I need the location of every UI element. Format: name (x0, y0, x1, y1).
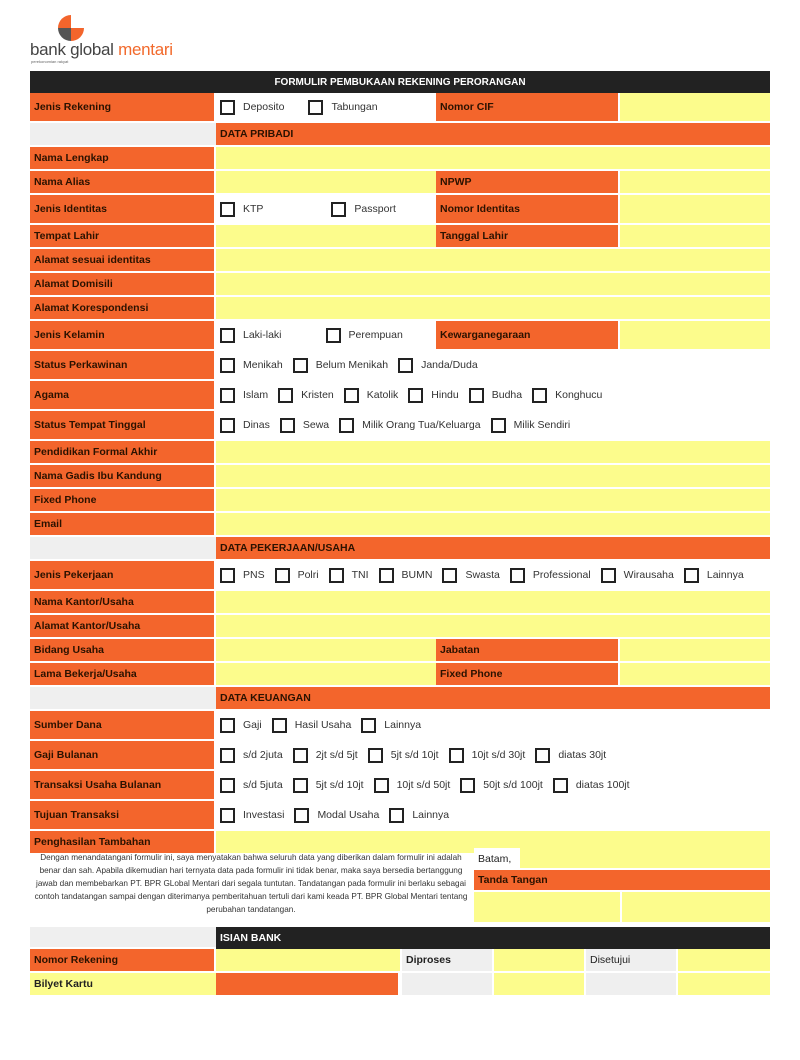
field-pendidikan[interactable] (216, 441, 770, 465)
checkbox-katolik[interactable] (344, 388, 359, 403)
label-tanggal-lahir: Tanggal Lahir (436, 225, 620, 249)
field-ibu-kandung[interactable] (216, 465, 770, 489)
option-gaji-3[interactable]: 5jt s/d 10jt (368, 748, 439, 763)
signature-block (474, 848, 770, 924)
field-signature-place[interactable] (520, 848, 770, 870)
label-alamat-domisili: Alamat Domisili (30, 273, 216, 297)
checkbox-hindu[interactable] (408, 388, 423, 403)
field-alamat-korespondensi[interactable] (216, 297, 770, 321)
option-budha[interactable]: Budha (469, 388, 522, 403)
checkbox-transaksi-2[interactable] (293, 778, 308, 793)
checkbox-transaksi-3[interactable] (374, 778, 389, 793)
label-nama-kantor: Nama Kantor/Usaha (30, 591, 216, 615)
jenis-pekerjaan-options (216, 561, 770, 591)
option-kristen[interactable]: Kristen (278, 388, 334, 403)
option-transaksi-5[interactable]: diatas 100jt (553, 778, 630, 793)
checkbox-tni[interactable] (329, 568, 344, 583)
checkbox-transaksi-5[interactable] (553, 778, 568, 793)
label-nomor-cif: Nomor CIF (436, 93, 620, 123)
label-status-perkawinan: Status Perkawinan (30, 351, 216, 381)
transaksi-bulanan-options (216, 771, 770, 801)
label-jenis-rekening: Jenis Rekening (30, 93, 216, 123)
label-gaji-bulanan: Gaji Bulanan (30, 741, 216, 771)
option-katolik[interactable]: Katolik (344, 388, 399, 403)
checkbox-gaji-2[interactable] (293, 748, 308, 763)
label-fixed-phone: Fixed Phone (30, 489, 216, 513)
option-gaji-4[interactable]: 10jt s/d 30jt (449, 748, 526, 763)
checkbox-kristen[interactable] (278, 388, 293, 403)
option-janda-duda[interactable]: Janda/Duda (398, 358, 478, 373)
checkbox-islam[interactable] (220, 388, 235, 403)
section-data-pribadi: DATA PRIBADI (216, 123, 770, 147)
checkbox-ktp[interactable] (220, 202, 235, 217)
checkbox-transaksi-4[interactable] (460, 778, 475, 793)
field-bilyet-kartu[interactable] (216, 973, 400, 997)
option-passport[interactable]: Passport (331, 202, 395, 217)
section-spacer (30, 537, 216, 561)
option-perempuan[interactable]: Perempuan (326, 328, 403, 343)
field-kewarganegaraan[interactable] (620, 321, 770, 351)
option-modal-usaha[interactable]: Modal Usaha (294, 808, 379, 823)
option-investasi[interactable]: Investasi (220, 808, 284, 823)
tujuan-transaksi-options (216, 801, 770, 831)
option-gaji-1[interactable]: s/d 2juta (220, 748, 283, 763)
label-nomor-identitas: Nomor Identitas (436, 195, 620, 225)
checkbox-dinas[interactable] (220, 418, 235, 433)
field-disetujui-extra[interactable] (676, 973, 770, 997)
sumber-dana-options (216, 711, 770, 741)
label-alamat-identitas: Alamat sesuai identitas (30, 249, 216, 273)
label-jabatan: Jabatan (436, 639, 620, 663)
field-diproses-extra[interactable] (492, 973, 584, 997)
bank-logo (30, 14, 230, 64)
label-email: Email (30, 513, 216, 537)
option-hindu[interactable]: Hindu (408, 388, 458, 403)
checkbox-konghucu[interactable] (532, 388, 547, 403)
field-disetujui-sign[interactable] (584, 973, 676, 997)
field-nomor-cif[interactable] (620, 93, 770, 123)
form-title: FORMULIR PEMBUKAAN REKENING PERORANGAN (30, 71, 770, 93)
option-hasil-usaha[interactable]: Hasil Usaha (272, 718, 352, 733)
label-bilyet-kartu: Bilyet Kartu (30, 973, 216, 997)
field-nama-kantor[interactable] (216, 591, 770, 615)
label-bidang-usaha: Bidang Usaha (30, 639, 216, 663)
checkbox-wirausaha[interactable] (601, 568, 616, 583)
field-disetujui[interactable] (676, 949, 770, 973)
option-deposito[interactable]: Deposito (220, 100, 284, 115)
option-lainnya-pekerjaan[interactable]: Lainnya (684, 568, 744, 583)
option-tni[interactable]: TNI (329, 568, 369, 583)
label-nomor-rekening: Nomor Rekening (30, 949, 216, 973)
option-gaji-2[interactable]: 2jt s/d 5jt (293, 748, 358, 763)
checkbox-professional[interactable] (510, 568, 525, 583)
label-kewarganegaraan: Kewarganegaraan (436, 321, 620, 351)
field-jabatan[interactable] (620, 639, 770, 663)
status-tempat-tinggal-options (216, 411, 770, 441)
signature-place-label: Batam, (474, 848, 520, 870)
checkbox-perempuan[interactable] (326, 328, 341, 343)
option-konghucu[interactable]: Konghucu (532, 388, 602, 403)
checkbox-gaji-5[interactable] (535, 748, 550, 763)
label-jenis-kelamin: Jenis Kelamin (30, 321, 216, 351)
checkbox-janda-duda[interactable] (398, 358, 413, 373)
bank-section (30, 927, 770, 997)
field-alamat-kantor[interactable] (216, 615, 770, 639)
option-belum-menikah[interactable]: Belum Menikah (293, 358, 388, 373)
option-professional[interactable]: Professional (510, 568, 591, 583)
option-wirausaha[interactable]: Wirausaha (601, 568, 674, 583)
field-email[interactable] (216, 513, 770, 537)
checkbox-deposito[interactable] (220, 100, 235, 115)
label-agama: Agama (30, 381, 216, 411)
account-opening-form (30, 71, 770, 855)
section-data-pekerjaan: DATA PEKERJAAN/USAHA (216, 537, 770, 561)
checkbox-sewa[interactable] (280, 418, 295, 433)
checkbox-lainnya-pekerjaan[interactable] (684, 568, 699, 583)
checkbox-passport[interactable] (331, 202, 346, 217)
field-diproses-sign[interactable] (400, 973, 492, 997)
label-nama-lengkap: Nama Lengkap (30, 147, 216, 171)
checkbox-gaji-3[interactable] (368, 748, 383, 763)
checkbox-menikah[interactable] (220, 358, 235, 373)
label-diproses: Diproses (400, 949, 492, 973)
section-spacer (30, 927, 216, 949)
option-dinas[interactable]: Dinas (220, 418, 270, 433)
gaji-bulanan-options (216, 741, 770, 771)
checkbox-tabungan[interactable] (308, 100, 323, 115)
label-penghasilan-tambahan: Penghasilan Tambahan (30, 831, 216, 855)
jenis-identitas-options (216, 195, 436, 225)
option-laki-laki[interactable]: Laki-laki (220, 328, 282, 343)
section-spacer (30, 687, 216, 711)
logo-tagline: perekonomian rakyat (31, 59, 69, 64)
agama-options (216, 381, 770, 411)
option-transaksi-3[interactable]: 10jt s/d 50jt (374, 778, 451, 793)
label-pendidikan: Pendidikan Formal Akhir (30, 441, 216, 465)
section-data-keuangan: DATA KEUANGAN (216, 687, 770, 711)
option-milik-orang-tua[interactable]: Milik Orang Tua/Keluarga (339, 418, 480, 433)
option-milik-sendiri[interactable]: Milik Sendiri (491, 418, 571, 433)
checkbox-lainnya-tujuan[interactable] (389, 808, 404, 823)
label-lama-bekerja: Lama Bekerja/Usaha (30, 663, 216, 687)
label-jenis-identitas: Jenis Identitas (30, 195, 216, 225)
label-tempat-lahir: Tempat Lahir (30, 225, 216, 249)
checkbox-modal-usaha[interactable] (294, 808, 309, 823)
field-fixed-phone[interactable] (216, 489, 770, 513)
checkbox-budha[interactable] (469, 388, 484, 403)
option-tabungan[interactable]: Tabungan (308, 100, 377, 115)
field-signature-2[interactable] (622, 892, 770, 924)
logo-wordmark: bank global mentari (30, 40, 173, 59)
field-nomor-rekening[interactable] (216, 949, 400, 973)
checkbox-swasta[interactable] (442, 568, 457, 583)
field-diproses[interactable] (492, 949, 584, 973)
option-ktp[interactable]: KTP (220, 202, 263, 217)
option-lainnya-dana[interactable]: Lainnya (361, 718, 421, 733)
jenis-kelamin-options (216, 321, 436, 351)
field-alamat-identitas[interactable] (216, 249, 770, 273)
field-nama-alias[interactable] (216, 171, 436, 195)
checkbox-milik-orang-tua[interactable] (339, 418, 354, 433)
label-nama-alias: Nama Alias (30, 171, 216, 195)
option-pns[interactable]: PNS (220, 568, 265, 583)
label-ibu-kandung: Nama Gadis Ibu Kandung (30, 465, 216, 489)
label-alamat-kantor: Alamat Kantor/Usaha (30, 615, 216, 639)
label-sumber-dana: Sumber Dana (30, 711, 216, 741)
checkbox-pns[interactable] (220, 568, 235, 583)
option-swasta[interactable]: Swasta (442, 568, 499, 583)
checkbox-lainnya-dana[interactable] (361, 718, 376, 733)
checkbox-belum-menikah[interactable] (293, 358, 308, 373)
checkbox-gaji-4[interactable] (449, 748, 464, 763)
field-fixed-phone-kantor[interactable] (620, 663, 770, 687)
checkbox-hasil-usaha[interactable] (272, 718, 287, 733)
label-jenis-pekerjaan: Jenis Pekerjaan (30, 561, 216, 591)
option-bumn[interactable]: BUMN (379, 568, 433, 583)
checkbox-investasi[interactable] (220, 808, 235, 823)
checkbox-milik-sendiri[interactable] (491, 418, 506, 433)
declaration-text: Dengan menandatangani formulir ini, saya menyatakan bahwa seluruh data yang diberikan dalam formulir ini adalah benar dan sah. Apabila dikemudian hari ternyata data pada formulir ini tidak benar, maka saya bersedia bertanggung jawab dan membebarkan PT. BPR GLobal Mentari dari segala tuntutan. Tandatangan pada formulir ini berlaku sebagai contoh tandatangan sampai dengan diterimanya pemberitahuan tertuli dari kami keada PT. BPR Global Mentari tentang perubahan tandatangan. (34, 853, 468, 914)
option-lainnya-tujuan[interactable]: Lainnya (389, 808, 449, 823)
field-alamat-domisili[interactable] (216, 273, 770, 297)
checkbox-polri[interactable] (275, 568, 290, 583)
checkbox-bumn[interactable] (379, 568, 394, 583)
label-npwp: NPWP (436, 171, 620, 195)
section-spacer (30, 123, 216, 147)
field-signature-1[interactable] (474, 892, 622, 924)
label-transaksi-bulanan: Transaksi Usaha Bulanan (30, 771, 216, 801)
option-transaksi-4[interactable]: 50jt s/d 100jt (460, 778, 543, 793)
option-gaji[interactable]: Gaji (220, 718, 262, 733)
field-tempat-lahir[interactable] (216, 225, 436, 249)
checkbox-gaji[interactable] (220, 718, 235, 733)
field-tanggal-lahir[interactable] (620, 225, 770, 249)
field-npwp[interactable] (620, 171, 770, 195)
option-islam[interactable]: Islam (220, 388, 268, 403)
field-lama-bekerja[interactable] (216, 663, 436, 687)
logo-mark-icon (57, 14, 85, 42)
label-fixed-phone-kantor: Fixed Phone (436, 663, 620, 687)
jenis-rekening-options (216, 93, 436, 123)
checkbox-gaji-1[interactable] (220, 748, 235, 763)
label-disetujui: Disetujui (584, 949, 676, 973)
option-polri[interactable]: Polri (275, 568, 319, 583)
checkbox-laki-laki[interactable] (220, 328, 235, 343)
option-transaksi-1[interactable]: s/d 5juta (220, 778, 283, 793)
signature-label: Tanda Tangan (474, 870, 770, 892)
field-nama-lengkap[interactable] (216, 147, 770, 171)
checkbox-transaksi-1[interactable] (220, 778, 235, 793)
label-alamat-korespondensi: Alamat Korespondensi (30, 297, 216, 321)
field-bidang-usaha[interactable] (216, 639, 436, 663)
option-menikah[interactable]: Menikah (220, 358, 283, 373)
option-sewa[interactable]: Sewa (280, 418, 329, 433)
label-tujuan-transaksi: Tujuan Transaksi (30, 801, 216, 831)
label-status-tempat-tinggal: Status Tempat Tinggal (30, 411, 216, 441)
option-transaksi-2[interactable]: 5jt s/d 10jt (293, 778, 364, 793)
section-isian-bank: ISIAN BANK (216, 927, 770, 949)
field-nomor-identitas[interactable] (620, 195, 770, 225)
status-perkawinan-options (216, 351, 770, 381)
option-gaji-5[interactable]: diatas 30jt (535, 748, 606, 763)
